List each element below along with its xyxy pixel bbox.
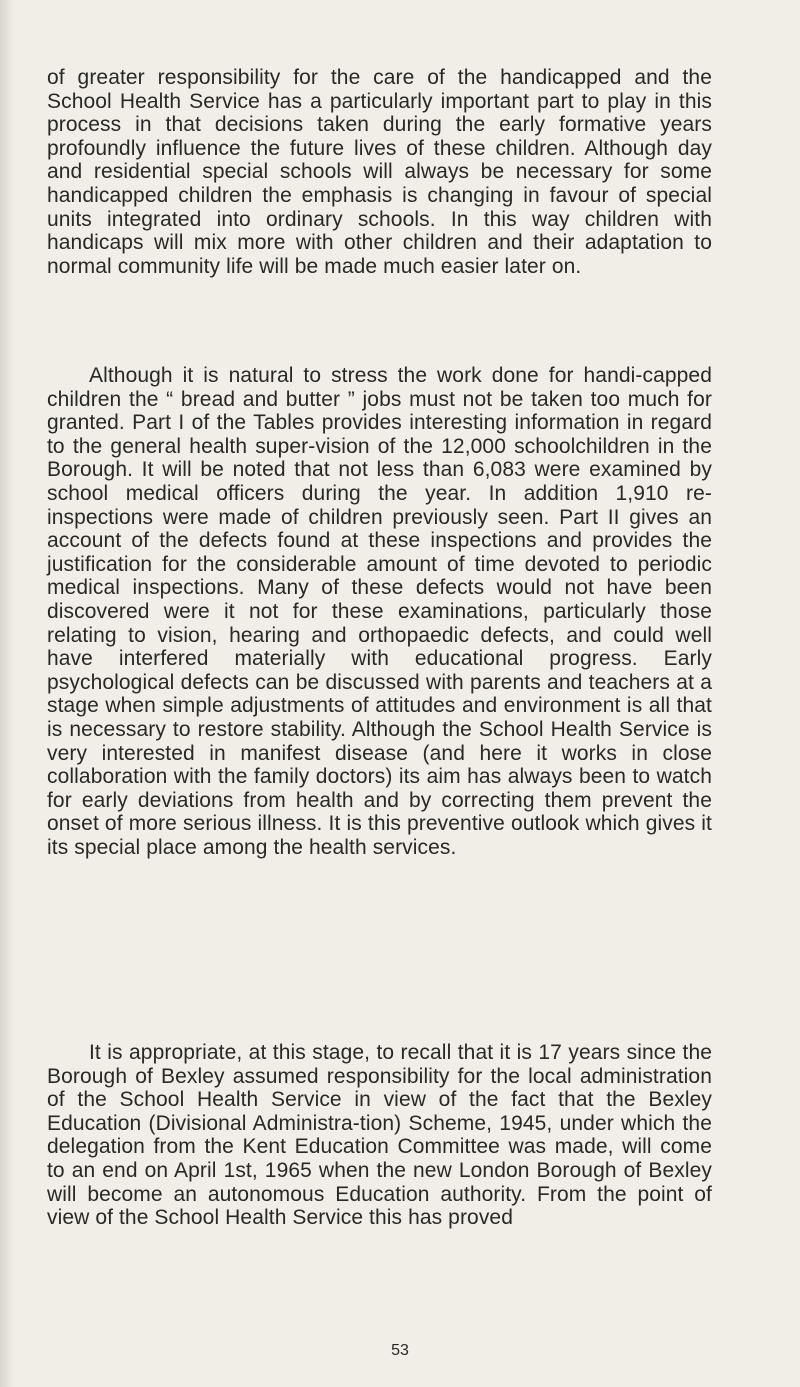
page-spine-shadow: [0, 0, 14, 1387]
paragraph-handicapped-care: of greater responsibility for the care of the handicapped and the School Health Service has a particularly important part to play in this process in that decisions taken during the early formative years profoundly influence the future lives of these children. Although day and residential special schools will always be necessary for some handicapped children the emphasis is changing in favour of special units integrated into ordinary schools. In this way children with handicaps will mix more with other children and their adaptation to normal community life will be made much easier later on.: [47, 66, 712, 278]
page-number: 53: [391, 1342, 409, 1359]
paragraph-general-health-supervision: Although it is natural to stress the work done for handi-capped children the “ bread and butter ” jobs must not be taken too much for granted. Part I of the Tables provides interesting information in regard to the general health super-vision of the 12,000 schoolchildren in the Borough. It will be noted that not less than 6,083 were examined by school medical officers during the year. In addition 1,910 re-inspections were made of children previously seen. Part II gives an account of the defects found at these inspections and provides the justification for the considerable amount of time devoted to periodic medical inspections. Many of these defects would not have been discovered were it not for these examinations, particularly those relating to vision, hearing and orthopaedic defects, and could well have interfered materially with educational progress. Early psychological defects can be discussed with parents and teachers at a stage when simple adjustments of attitudes and environment is all that is necessary to restore stability. Although the School Health Service is very interested in manifest disease (and here it works in close collaboration with the family doctors) its aim has always been to watch for early deviations from health and by correcting them prevent the onset of more serious illness. It is this preventive outlook which gives it its special place among the health services.: [47, 364, 712, 859]
paragraph-bexley-administration: It is appropriate, at this stage, to recall that it is 17 years since the Borough of Bexley assumed responsibility for the local administration of the School Health Service in view of the fact that the Bexley Education (Divisional Administra-tion) Scheme, 1945, under which the delegation from the Kent Education Committee was made, will come to an end on April 1st, 1965 when the new London Borough of Bexley will become an autonomous Education authority. From the point of view of the School Health Service this has proved: [47, 1041, 712, 1230]
